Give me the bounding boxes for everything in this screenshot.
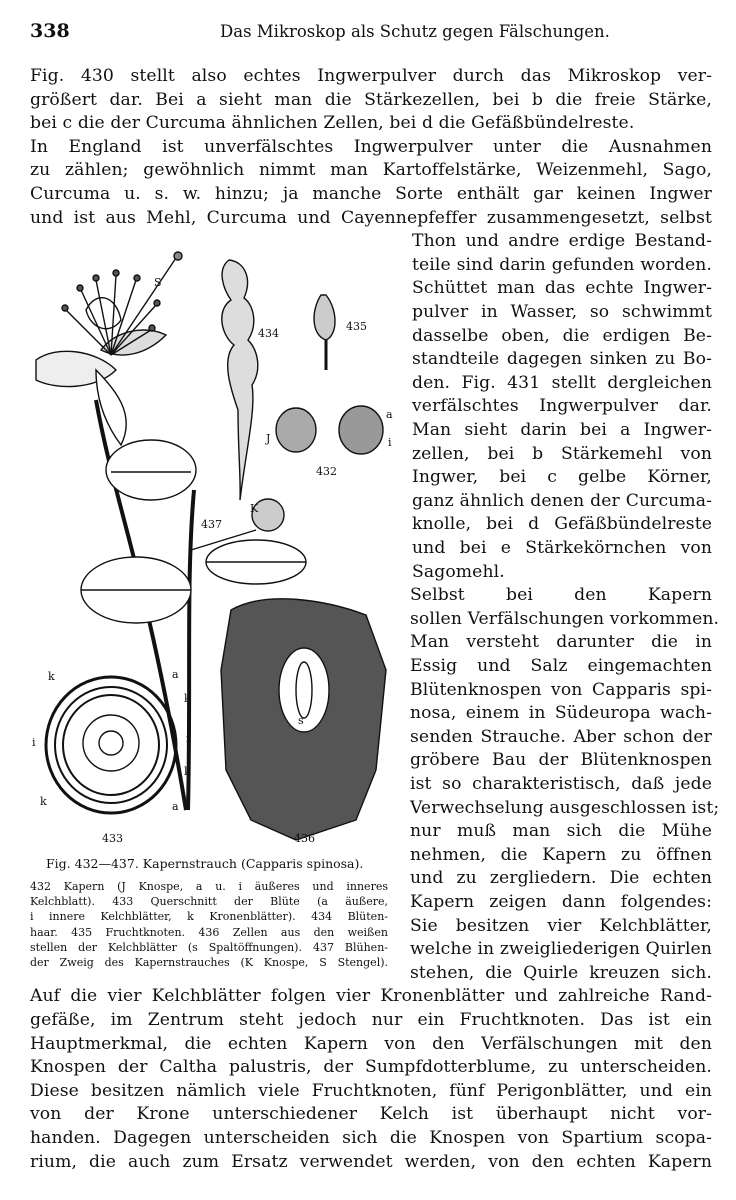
label-432: 432	[316, 465, 337, 478]
text-line: Hauptmerkmal, die echten Kapern von den Verfälschungen mit den	[30, 1033, 712, 1054]
caption-line: der Zweig des Kapernstrauches (K Knospe, S Stengel).	[30, 956, 388, 969]
caption-line: 432 Kapern (J Knospe, a u. i äußeres und inneres	[30, 880, 388, 893]
label-433: 433	[102, 832, 123, 845]
text-line: nur muß man sich die Mühe	[410, 821, 712, 842]
text-line: und bei e Stärkekörnchen von	[412, 538, 712, 558]
caption-line: haar. 435 Fruchtknoten. 436 Zellen aus den weißen	[30, 925, 388, 939]
figure-caption-title: Fig. 432—437. Kapernstrauch (Capparis spinosa).	[46, 856, 364, 871]
text-line: standteile dagegen sinken zu Bo-	[412, 349, 712, 370]
text-line: den. Fig. 431 stellt dergleichen	[412, 372, 712, 393]
label-a-bottom: a	[172, 800, 179, 813]
text-line: Man sieht darin bei a Ingwer-	[412, 420, 712, 440]
label-437: 437	[201, 518, 222, 531]
text-line: sollen Verfälschungen vorkommen.	[410, 608, 720, 629]
text-line: verfälschtes Ingwerpulver dar.	[412, 396, 712, 417]
text-line: Knospen der Caltha palustris, der Sumpfdotterblume, zu unterscheiden.	[30, 1057, 712, 1078]
text-line: Fig. 430 stellt also echtes Ingwerpulver durch das Mikroskop ver-	[30, 66, 712, 86]
caper-figure	[26, 250, 406, 850]
page-number: 338	[30, 20, 70, 42]
caption-line: i innere Kelchblätter, k Kronenblätter). 434 Blüten-	[30, 910, 388, 924]
text-line: welche in zweigliederigen Quirlen	[410, 939, 712, 960]
text-line: nosa, einem in Südeuropa wach-	[410, 703, 712, 724]
page-header	[30, 20, 706, 48]
label-k-top: k	[48, 670, 55, 683]
text-line: knolle, bei d Gefäßbündelreste	[412, 514, 712, 535]
label-a-top: a	[172, 668, 179, 681]
text-line: und zu zergliedern. Die echten	[410, 868, 712, 889]
label-434: 434	[258, 327, 279, 340]
running-title: Das Mikroskop als Schutz gegen Fälschungen.	[220, 22, 610, 41]
text-line: Kapern zeigen dann folgendes:	[410, 892, 712, 912]
text-line: Auf die vier Kelchblätter folgen vier Kronenblätter und zahlreiche Rand-	[30, 986, 712, 1007]
label-i-432: i	[388, 436, 392, 449]
text-line: ist so charakteristisch, daß jede	[410, 774, 712, 794]
label-k-mid: k	[184, 765, 191, 778]
label-S: S	[154, 276, 162, 289]
label-J: J	[266, 432, 271, 445]
text-line: Curcuma u. s. w. hinzu; ja manche Sorte enthält gar keinen Ingwer	[30, 184, 712, 204]
label-K: K	[250, 502, 259, 515]
text-line: Blütenknospen von Capparis spi-	[410, 679, 712, 700]
text-line: teile sind darin gefunden worden.	[412, 254, 712, 275]
text-line: gröbere Bau der Blütenknospen	[410, 750, 712, 771]
text-line: zellen, bei b Stärkemehl von	[412, 443, 712, 464]
text-line: dasselbe oben, die erdigen Be-	[412, 325, 712, 346]
label-s: s	[298, 714, 304, 727]
text-line: Essig und Salz eingemachten	[410, 656, 712, 676]
label-a-432: a	[386, 408, 393, 421]
text-line: und ist aus Mehl, Curcuma und Cayennepfeffer zusammengesetzt, selbst	[30, 207, 712, 228]
text-line: nehmen, die Kapern zu öffnen	[410, 844, 712, 865]
label-i-left: i	[32, 736, 36, 749]
text-line: ganz ähnlich denen der Curcuma-	[412, 490, 712, 511]
text-line: Thon und andre erdige Bestand-	[412, 231, 712, 252]
text-line: Selbst bei den Kapern	[410, 585, 712, 606]
text-line: Schüttet man das echte Ingwer-	[412, 278, 712, 299]
text-line: In England ist unverfälschtes Ingwerpulver unter die Ausnahmen	[30, 136, 712, 157]
text-line: von der Krone unterschiedener Kelch ist überhaupt nicht vor-	[30, 1104, 712, 1125]
text-line: zu zählen; gewöhnlich nimmt man Kartoffelstärke, Weizenmehl, Sago,	[30, 160, 712, 181]
label-436: 436	[294, 832, 315, 845]
text-line: Diese besitzen nämlich viele Fruchtknoten, fünf Perigonblätter, und ein	[30, 1080, 712, 1101]
text-line: Ingwer, bei c gelbe Körner,	[412, 467, 712, 488]
label-k-right: k	[184, 692, 191, 705]
text-line: Verwechselung ausgeschlossen ist;	[410, 797, 720, 818]
text-line: stehen, die Quirle kreuzen sich.	[410, 962, 712, 983]
text-line: rium, die auch zum Ersatz verwendet werden, von den echten Kapern	[30, 1151, 712, 1172]
text-line: Sagomehl.	[412, 561, 505, 582]
caption-line: Kelchblatt). 433 Querschnitt der Blüte (a äußere,	[30, 895, 388, 909]
caption-line: stellen der Kelchblätter (s Spaltöffnungen). 437 Blühen-	[30, 940, 388, 954]
text-line: senden Strauche. Aber schon der	[410, 726, 712, 747]
text-line: gefäße, im Zentrum steht jedoch nur ein Fruchtknoten. Das ist ein	[30, 1010, 712, 1030]
label-k-bottom: k	[40, 795, 47, 808]
label-i-right: i	[186, 732, 190, 745]
label-435: 435	[346, 320, 367, 333]
text-line: Man versteht darunter die in	[410, 632, 712, 653]
text-line: pulver in Wasser, so schwimmt	[412, 302, 712, 322]
text-line: größert dar. Bei a sieht man die Stärkezellen, bei b die freie Stärke,	[30, 89, 712, 110]
text-line: bei c die der Curcuma ähnlichen Zellen, bei d die Gefäßbündelreste.	[30, 113, 635, 134]
text-line: Sie besitzen vier Kelchblätter,	[410, 915, 712, 936]
text-line: handen. Dagegen unterscheiden sich die Knospen von Spartium scopa-	[30, 1128, 712, 1148]
